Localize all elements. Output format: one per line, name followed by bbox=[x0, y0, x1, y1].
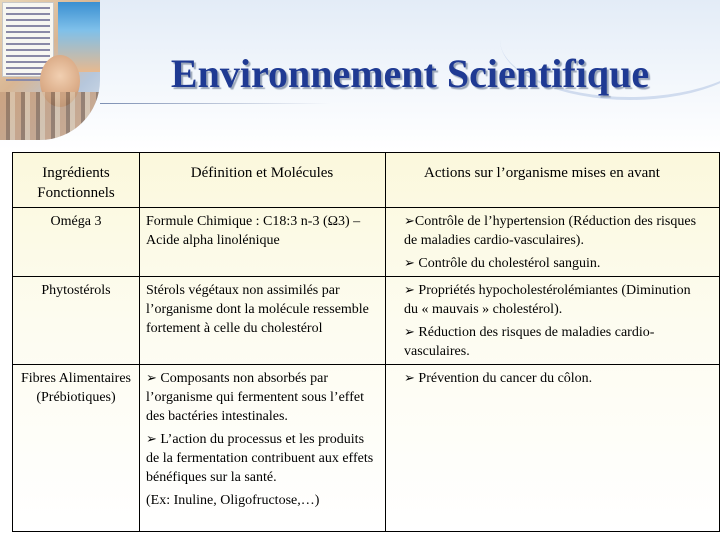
arrow-bullet-icon: ➢ bbox=[146, 432, 157, 447]
definition-cell bbox=[146, 212, 378, 250]
arrow-bullet-icon: ➢ bbox=[404, 283, 415, 298]
column-divider bbox=[139, 152, 140, 532]
row-divider bbox=[12, 207, 720, 208]
arrow-bullet-icon: ➢ bbox=[404, 325, 415, 340]
ingredient-name: Fibres Alimentaires (Prébiotiques) bbox=[20, 371, 132, 405]
ingredient-name: Phytostérols bbox=[41, 283, 111, 298]
ingredient-name: Oméga 3 bbox=[50, 214, 102, 229]
collage-image bbox=[0, 0, 100, 140]
definition-cell bbox=[146, 369, 378, 510]
definition-text: Stérols végétaux non assimilés par l’organisme dont la molécule ressemble fortement à celle du cholestérol bbox=[146, 283, 369, 336]
header-definition: Définition et Molécules bbox=[190, 165, 334, 181]
actions-cell bbox=[404, 281, 696, 361]
action-item: ➢Contrôle de l’hypertension (Réduction des risques de maladies cardio-vasculaires). bbox=[404, 214, 697, 248]
row-divider bbox=[12, 276, 720, 277]
title-underline bbox=[100, 103, 330, 104]
action-item: ➢ Prévention du cancer du côlon. bbox=[404, 371, 593, 386]
arrow-bullet-icon: ➢ bbox=[404, 371, 415, 386]
definition-text: Formule Chimique : C18:3 n-3 (Ω3) – Acide alpha linolénique bbox=[146, 214, 361, 248]
header-actions: Actions sur l’organisme mises en avant bbox=[424, 165, 660, 181]
action-item: ➢ Propriétés hypocholestérolémiantes (Diminution du « mauvais » cholestérol). bbox=[404, 283, 691, 317]
arrow-bullet-icon: ➢ bbox=[404, 256, 415, 271]
arrow-bullet-icon: ➢ bbox=[404, 214, 415, 229]
action-item: ➢ Réduction des risques de maladies cardio-vasculaires. bbox=[404, 325, 655, 359]
header-ingredients: Ingrédients Fonctionnels bbox=[37, 165, 115, 201]
arrow-bullet-icon: ➢ bbox=[146, 371, 157, 386]
definition-text: ➢ Composants non absorbés par l’organisme qui fermentent sous l’effet des bactéries intestinales. bbox=[146, 371, 364, 424]
slide-title: Environnement Scientifique bbox=[170, 51, 650, 96]
action-item: ➢ Contrôle du cholestérol sanguin. bbox=[404, 256, 601, 271]
column-divider bbox=[385, 152, 386, 532]
row-divider bbox=[12, 364, 720, 365]
definition-example: (Ex: Inuline, Oligofructose,…) bbox=[146, 493, 320, 508]
crowd-photo bbox=[0, 92, 100, 140]
actions-cell bbox=[404, 212, 696, 273]
definition-cell bbox=[146, 281, 378, 338]
definition-text: ➢ L’action du processus et les produits de la fermentation contribuent aux effets bénéfiques sur la santé. bbox=[146, 432, 374, 485]
actions-cell bbox=[404, 369, 696, 388]
